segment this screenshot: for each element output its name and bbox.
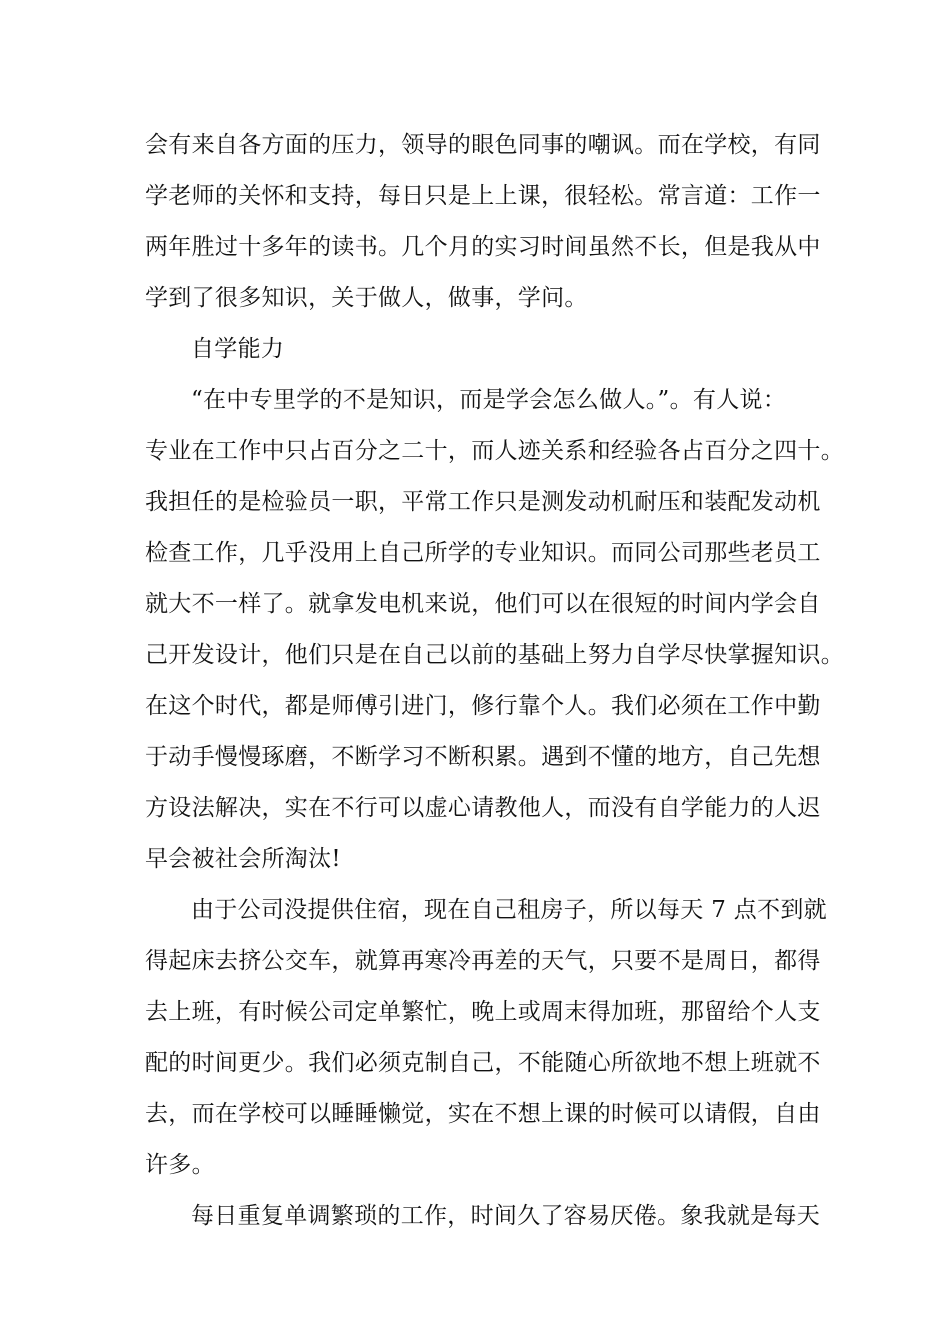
text-line: 于动手慢慢琢磨，不断学习不断积累。遇到不懂的地方，自己先想 (145, 744, 821, 770)
text-line: 学老师的关怀和支持，每日只是上上课，很轻松。常言道：工作一 (145, 183, 821, 209)
text-line: 早会被社会所淘汰! (145, 846, 341, 872)
text-line: 每日重复单调繁琐的工作，时间久了容易厌倦。象我就是每天 (191, 1203, 821, 1229)
section-heading: 自学能力 (191, 336, 285, 362)
text-line: 己开发设计，他们只是在自己以前的基础上努力自学尽快掌握知识。 (145, 642, 844, 668)
text-line: 方设法解决，实在不行可以虚心请教他人，而没有自学能力的人迟 (145, 795, 821, 821)
text-line: 专业在工作中只占百分之二十，而人迹关系和经验各占百分之四十。 (145, 438, 844, 464)
text-line: 两年胜过十多年的读书。几个月的实习时间虽然不长，但是我从中 (145, 234, 821, 260)
text-line: 我担任的是检验员一职，平常工作只是测发动机耐压和装配发动机 (145, 489, 821, 515)
text-line: 许多。 (145, 1152, 215, 1178)
text-line: 会有来自各方面的压力，领导的眼色同事的嘲讽。而在学校，有同 (145, 132, 821, 158)
text-line: 由于公司没提供住宿，现在自己租房子，所以每天 7 点不到就 (191, 897, 827, 923)
text-line: 在这个时代，都是师傅引进门，修行靠个人。我们必须在工作中勤 (145, 693, 821, 719)
text-line: 得起床去挤公交车，就算再寒冷再差的天气，只要不是周日，都得 (145, 948, 821, 974)
text-line: 配的时间更少。我们必须克制自己，不能随心所欲地不想上班就不 (145, 1050, 821, 1076)
text-line: 去，而在学校可以睡睡懒觉，实在不想上课的时候可以请假，自由 (145, 1101, 821, 1127)
text-line: “在中专里学的不是知识，而是学会怎么做人。”。有人说： (191, 387, 787, 413)
text-line: 学到了很多知识，关于做人，做事，学问。 (145, 285, 588, 311)
text-line: 就大不一样了。就拿发电机来说，他们可以在很短的时间内学会自 (145, 591, 821, 617)
text-line: 去上班，有时候公司定单繁忙，晚上或周末得加班，那留给个人支 (145, 999, 821, 1025)
text-line: 检查工作，几乎没用上自己所学的专业知识。而同公司那些老员工 (145, 540, 821, 566)
